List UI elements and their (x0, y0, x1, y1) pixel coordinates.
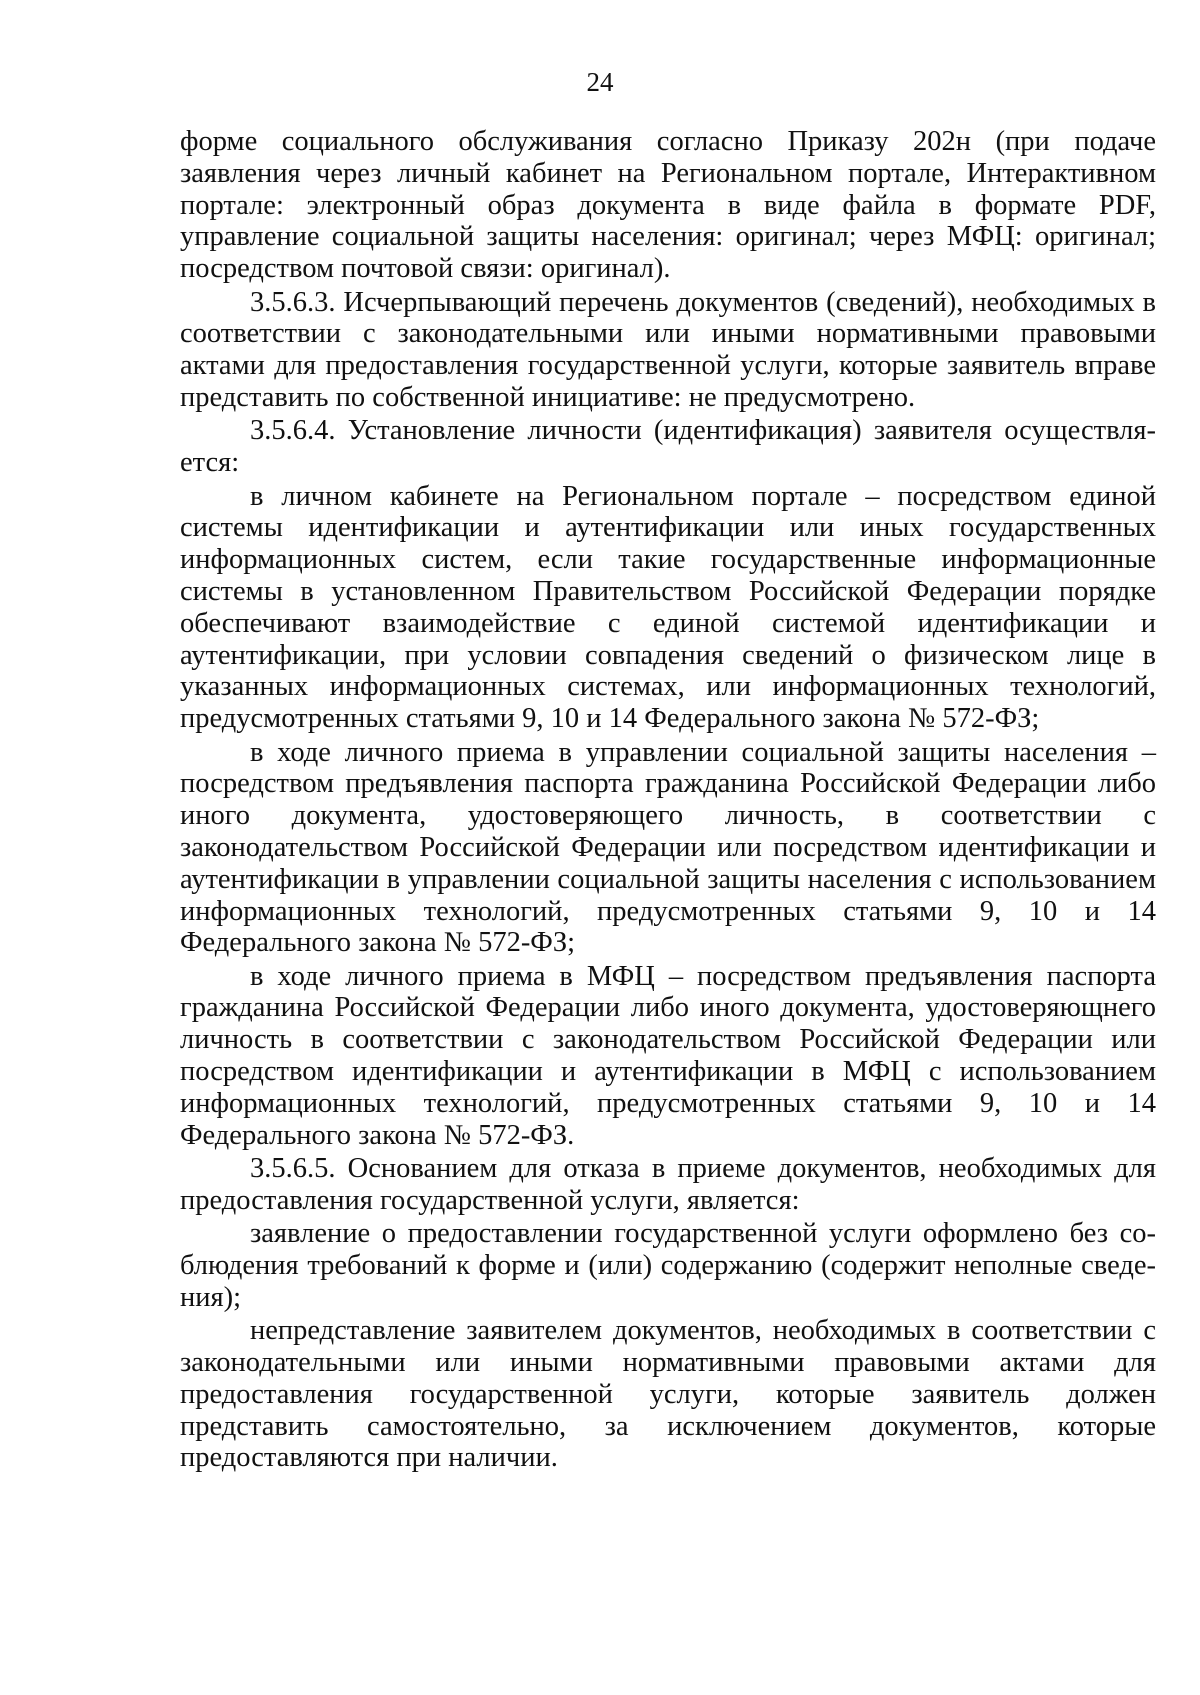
paragraph-refusal-reason-documents: непредставление заявителем документов, необходимых в соответствии с законодательными или иными нормативными правовыми актами для предоставления государственной услуги, которые заявитель должен представить самостоятельно, за исключением документов, которые предоставляются при наличии. (180, 1315, 1156, 1474)
paragraph-3-5-6-5: 3.5.6.5. Основанием для отказа в приеме документов, необходимых для предоставления государственной услуги, является: (180, 1153, 1156, 1216)
paragraph-mfc: в ходе личного приема в МФЦ – посредством предъявления паспорта гражданина Российской Федерации либо иного документа, удостоверяющнего личность в соответствии с законодательством Российской Федерации или посредством идентификации и аутентификации в МФЦ с использованием информационных технологий, предусмотренных статьями 9, 10 и 14 Федерального закона № 572-ФЗ. (180, 960, 1156, 1151)
paragraph-regional-portal: в личном кабинете на Региональном портале – посредством единой системы идентификации и аутентификации или иных государственных информационных систем, если такие государственные информационные системы в установленном Правительством Российской Федерации порядке обеспечивают взаимодействие с единой системой идентификации и аутентификации, при условии совпадения сведений о физическом лице в указанных информационных системах, или информационных технологий, предусмотренных статьями 9, 10 и 14 Федерального закона № 572-ФЗ; (180, 480, 1156, 735)
paragraph-3-5-6-4: 3.5.6.4. Установление личности (идентификация) заявителя осуществляется: (180, 415, 1156, 479)
paragraph-continuation: форме социального обслуживания согласно Приказу 202н (при подаче заявления через личный кабинет на Региональном портале, Интерактивном портале: электронный образ документа в виде файла в формате PDF, управление социальной защиты населения: оригинал; через МФЦ: оригинал; посредством почтовой связи: оригинал). (180, 126, 1156, 285)
paragraph-3-5-6-3: 3.5.6.3. Исчерпывающий перечень документов (сведений), необходимых в соответствии с законодательными или иными нормативными правовыми актами для предоставления государственной услуги, которые заявитель вправе представить по собственной инициативе: не предусмотрено. (180, 286, 1156, 413)
paragraph-social-protection-office: в ходе личного приема в управлении социальной защиты населения – посредством предъявления паспорта гражданина Российской Федерации либо иного документа, удостоверяющего личность, в соответствии с законодательством Российской Федерации или посредством идентификации и аутентификации в управлении социальной защиты населения с использованием информационных технологий, предусмотренных статьями 9, 10 и 14 Федерального закона № 572-ФЗ; (180, 736, 1156, 959)
paragraph-refusal-reason-form: заявление о предоставлении государственной услуги оформлено без соблюдения требований к форме и (или) содержанию (содержит неполные сведения); (180, 1218, 1156, 1313)
document-body (180, 126, 1156, 1476)
page-number: 24 (586, 67, 614, 97)
